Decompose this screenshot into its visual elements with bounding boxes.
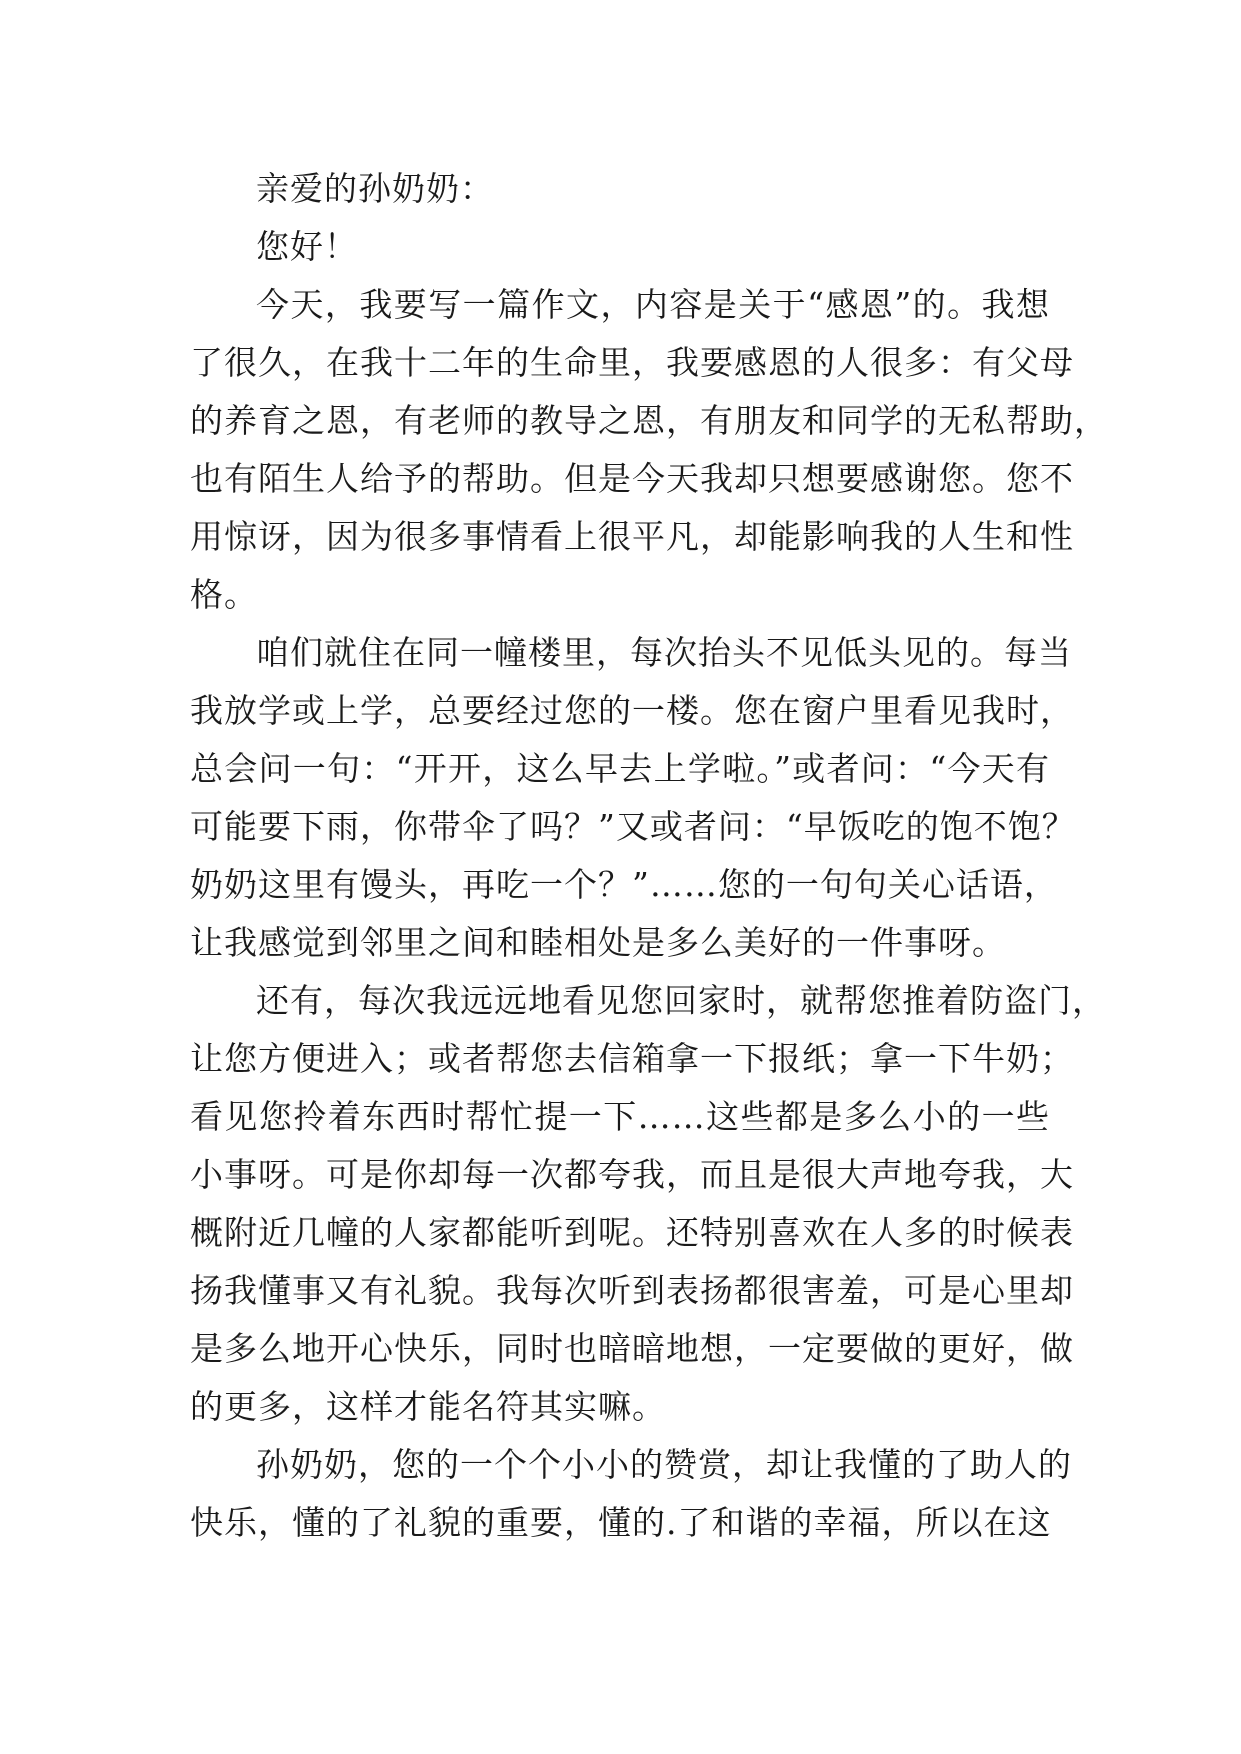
paragraph-1-line: 格。 — [190, 575, 258, 614]
paragraph-3-line: 看见您拎着东西时帮忙提一下……这些都是多么小的一些 — [190, 1097, 1050, 1136]
paragraph-4-line: 孙奶奶，您的一个个小小的赞赏，却让我懂的了助人的 — [256, 1445, 1072, 1484]
paragraph-1-line: 今天，我要写一篇作文，内容是关于“感恩”的。我想 — [256, 285, 1050, 324]
paragraph-3-line: 概附近几幢的人家都能听到呢。还特别喜欢在人多的时候表 — [190, 1213, 1074, 1252]
letter-body — [190, 160, 1108, 1552]
paragraph-1-line: 的养育之恩，有老师的教导之恩，有朋友和同学的无私帮助， — [190, 401, 1108, 440]
paragraph-1-line: 了很久，在我十二年的生命里，我要感恩的人很多：有父母 — [190, 343, 1074, 382]
paragraph-3-line: 让您方便进入；或者帮您去信箱拿一下报纸；拿一下牛奶； — [190, 1039, 1074, 1078]
paragraph-3-line: 还有，每次我远远地看见您回家时，就帮您推着防盗门， — [256, 981, 1106, 1020]
paragraph-1-line: 用惊讶，因为很多事情看上很平凡，却能影响我的人生和性 — [190, 517, 1074, 556]
paragraph-2-line: 可能要下雨，你带伞了吗？”又或者问：“早饭吃的饱不饱？ — [190, 807, 1076, 846]
paragraph-2-line: 让我感觉到邻里之间和睦相处是多么美好的一件事呀。 — [190, 923, 1006, 962]
paragraph-3-line: 小事呀。可是你却每一次都夸我，而且是很大声地夸我，大 — [190, 1155, 1074, 1194]
paragraph-3-line: 的更多，这样才能名符其实嘛。 — [190, 1387, 666, 1426]
paragraph-3-line: 是多么地开心快乐，同时也暗暗地想，一定要做的更好，做 — [190, 1329, 1074, 1368]
paragraph-2-line: 我放学或上学，总要经过您的一楼。您在窗户里看见我时， — [190, 691, 1074, 730]
greeting: 您好！ — [256, 227, 358, 266]
paragraph-2-line: 咱们就住在同一幢楼里，每次抬头不见低头见的。每当 — [256, 633, 1072, 672]
paragraph-2-line: 总会问一句：“开开，这么早去上学啦。”或者问：“今天有 — [190, 749, 1050, 788]
paragraph-2-line: 奶奶这里有馒头，再吃一个？”……您的一句句关心话语， — [190, 865, 1058, 904]
paragraph-1-line: 也有陌生人给予的帮助。但是今天我却只想要感谢您。您不 — [190, 459, 1074, 498]
salutation: 亲爱的孙奶奶： — [256, 169, 494, 208]
paragraph-3-line: 扬我懂事又有礼貌。我每次听到表扬都很害羞，可是心里却 — [190, 1271, 1074, 1310]
paragraph-4-line: 快乐，懂的了礼貌的重要，懂的.了和谐的幸福，所以在这 — [190, 1503, 1052, 1542]
